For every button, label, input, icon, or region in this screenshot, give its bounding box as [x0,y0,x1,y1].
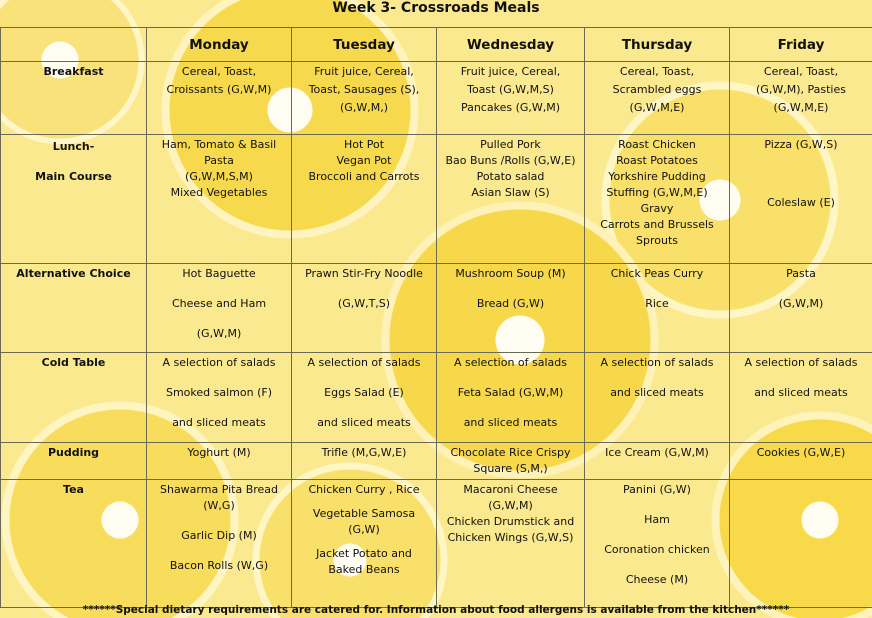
menu-line: Asian Slaw (S) [471,186,550,199]
menu-line: Trifle (M,G,W,E) [321,446,407,459]
menu-line: Jacket Potato and [316,547,412,560]
menu-line: (G,W,M) [196,327,242,340]
row-label [1,443,147,480]
day-header: Wednesday [437,28,585,62]
menu-cell [147,264,292,353]
menu-cell [437,480,585,608]
menu-line: Ham [644,513,670,526]
menu-cell [292,135,437,264]
menu-line: Cheese (M) [625,573,689,586]
menu-cell [292,353,437,443]
menu-line: A selection of salads [307,356,421,369]
menu-cell [437,135,585,264]
header-row [1,28,872,62]
menu-line: and sliced meats [317,416,411,429]
meal-row-alternative [1,264,872,353]
menu-cell [585,353,730,443]
menu-line: and sliced meats [610,386,704,399]
menu-line: (G,W,T,S) [337,297,391,310]
menu-line: Fruit juice, Cereal, [460,65,561,78]
menu-line: Chick Peas Curry [610,267,704,280]
menu-line: Mixed Vegetables [170,186,268,199]
menu-line: (G,W) [348,523,380,536]
meal-row-lunch [1,135,872,264]
menu-line: Potato salad [476,170,545,183]
menu-line: Roast Potatoes [616,154,698,167]
menu-line: Vegan Pot [336,154,392,167]
menu-cell [437,443,585,480]
menu-line: (G,W,M,E) [629,101,685,114]
menu-cell [730,135,872,264]
row-label-text: Lunch- [52,140,95,153]
menu-line: Square (S,M,) [473,462,548,475]
menu-line: Mushroom Soup (M) [455,267,566,280]
meal-row-pudding [1,443,872,480]
menu-line: Cookies (G,W,E) [756,446,846,459]
row-label [1,480,147,608]
menu-cell [292,480,437,608]
row-label [1,135,147,264]
menu-line: Sprouts [636,234,678,247]
menu-line: Gravy [640,202,674,215]
day-header: Thursday [585,28,730,62]
menu-cell [292,443,437,480]
menu-line: Cereal, Toast, [763,65,839,78]
menu-line: Scrambled eggs [612,83,702,96]
day-header: Tuesday [292,28,437,62]
page-title: Week 3- Crossroads Meals [332,0,540,16]
menu-line: Ice Cream (G,W,M) [605,446,709,459]
menu-line: Pizza (G,W,S) [764,138,838,151]
menu-line: Panini (G,W) [623,483,691,496]
day-header: Monday [147,28,292,62]
menu-line: Carrots and Brussels [600,218,714,231]
menu-line: (G,W,M) [778,297,824,310]
menu-line: (G,W,M,S,M) [185,170,253,183]
menu-line: Bao Buns /Rolls (G,W,E) [445,154,576,167]
menu-line: Hot Pot [343,138,385,151]
meal-row-tea [1,480,872,608]
menu-line: Chicken Drumstick and [446,515,575,528]
row-label-text: Cold Table [41,356,106,369]
row-label-text: Pudding [47,446,100,459]
menu-line: Stuffing (G,W,M,E) [606,186,708,199]
menu-cell [147,353,292,443]
row-label [1,353,147,443]
menu-cell [585,480,730,608]
row-label-text: Breakfast [43,65,104,78]
menu-line: Bread (G,W) [476,297,545,310]
menu-line: Pasta [204,154,234,167]
menu-line: Chicken Wings (G,W,S) [447,531,574,544]
menu-line: A selection of salads [453,356,568,369]
menu-line: Cereal, Toast, [181,65,257,78]
menu-cell [292,62,437,135]
menu-line: Toast, Sausages (S), [308,83,420,96]
menu-line: Pancakes (G,W,M) [460,101,561,114]
menu-cell [585,443,730,480]
menu-line: Yoghurt (M) [187,446,251,459]
menu-line: Bacon Rolls (W,G) [169,559,269,572]
menu-line: Chocolate Rice Crispy [450,446,571,459]
menu-line: Eggs Salad (E) [324,386,404,399]
menu-cell [730,443,872,480]
menu-line: and sliced meats [172,416,266,429]
menu-line: Pasta [786,267,816,280]
menu-cell [585,264,730,353]
menu-line: Hot Baguette [182,267,256,280]
menu-cell [147,62,292,135]
menu-cell [437,264,585,353]
menu-cell [585,135,730,264]
menu-line: A selection of salads [600,356,714,369]
menu-line: Vegetable Samosa [312,507,416,520]
meal-table [0,27,872,608]
menu-line: and sliced meats [754,386,848,399]
menu-line: Smoked salmon (F) [165,386,272,399]
allergen-footer-note: ******Special dietary requirements are catered for. Information about food allergens is available from the kitchen****** [82,604,790,616]
menu-cell [730,353,872,443]
meal-row-cold-table [1,353,872,443]
menu-line: Fruit juice, Cereal, [314,65,414,78]
menu-line: Coronation chicken [604,543,710,556]
menu-line: Coleslaw (E) [767,196,835,209]
menu-cell [585,62,730,135]
menu-line: Feta Salad (G,W,M) [457,386,564,399]
menu-cell [437,353,585,443]
menu-cell [147,443,292,480]
menu-line: (G,W,M) [488,499,533,512]
menu-cell [147,480,292,608]
menu-line: Macaroni Cheese [463,483,558,496]
menu-cell [437,62,585,135]
menu-line: Ham, Tomato & Basil [161,138,277,151]
menu-cell [730,62,872,135]
menu-line: Pulled Pork [480,138,541,151]
menu-cell [730,480,872,608]
menu-line: Rice [645,297,669,310]
menu-line: Chicken Curry , Rice [308,483,420,496]
meal-row-breakfast [1,62,872,135]
menu-cell [292,264,437,353]
menu-line: Broccoli and Carrots [308,170,420,183]
menu-line: Garlic Dip (M) [181,529,257,542]
corner-cell [1,28,147,62]
menu-line: (G,W,M,) [340,101,388,114]
menu-line: A selection of salads [162,356,276,369]
menu-line: Yorkshire Pudding [608,170,706,183]
menu-line: (W,G) [203,499,235,512]
menu-line: Cereal, Toast, [619,65,695,78]
menu-line: and sliced meats [463,416,558,429]
menu-cell [730,264,872,353]
row-label-text: Tea [63,483,84,496]
menu-line: A selection of salads [744,356,858,369]
menu-line: (G,W,M,E) [773,101,829,114]
menu-line: Toast (G,W,M,S) [467,83,554,96]
menu-cell [147,135,292,264]
menu-line: Baked Beans [328,563,400,576]
row-label [1,264,147,353]
menu-line: Prawn Stir-Fry Noodle [305,267,423,280]
row-label-text: Alternative Choice [16,267,131,280]
menu-line: Croissants (G,W,M) [166,83,272,96]
day-header: Friday [730,28,872,62]
row-label-text: Main Course [35,170,112,183]
menu-line: Roast Chicken [618,138,696,151]
menu-line: Shawarma Pita Bread [159,483,279,496]
row-label [1,62,147,135]
menu-line: (G,W,M), Pasties [756,83,846,96]
menu-line: Cheese and Ham [171,297,267,310]
